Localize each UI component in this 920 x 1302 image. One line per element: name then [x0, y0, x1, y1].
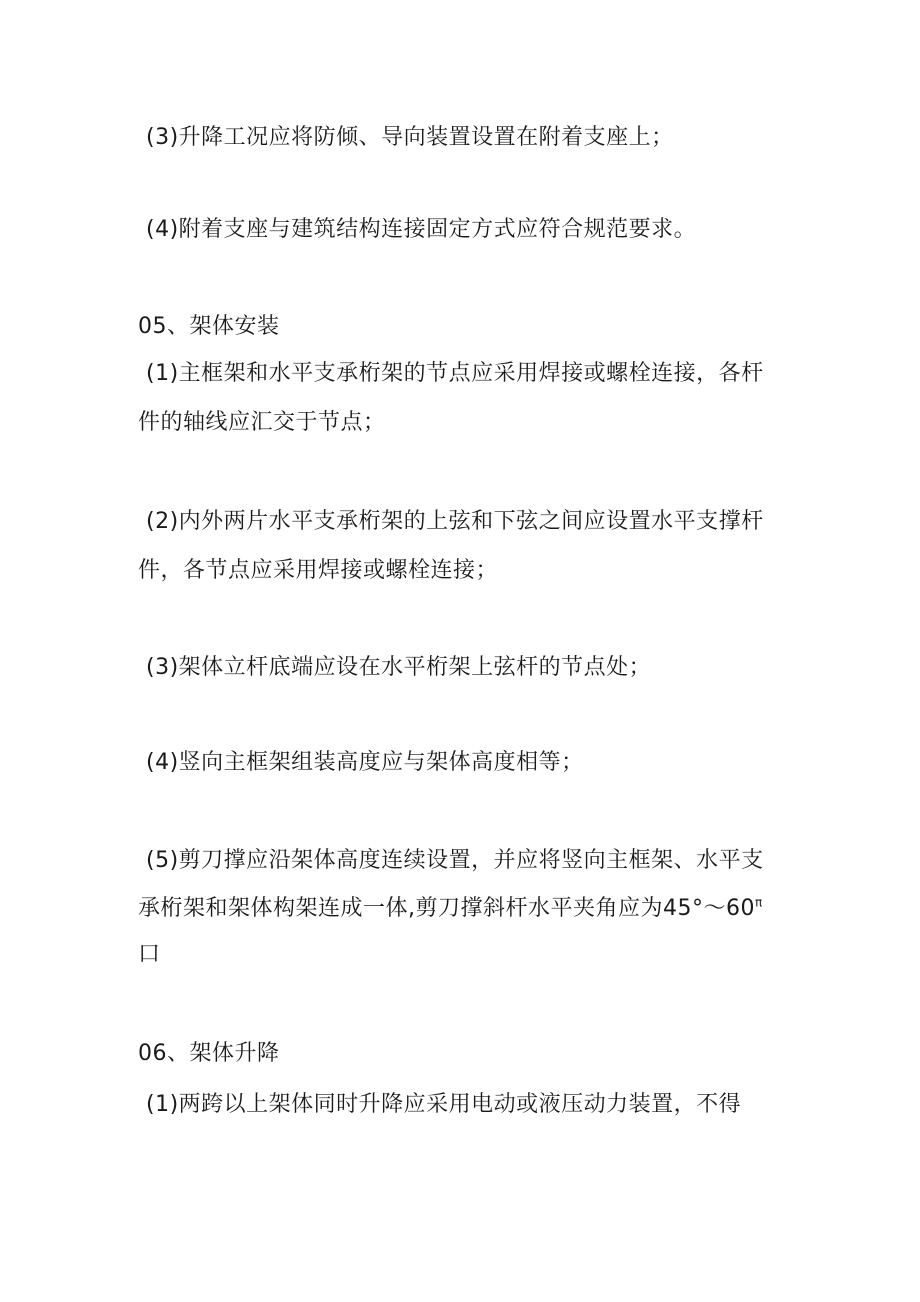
item-04-4: (4)附着支座与建筑结构连接固定方式应符合规范要求。	[146, 217, 697, 242]
item-05-3: (3)架体立杆底端应设在水平桁架上弦杆的节点处；	[146, 655, 652, 680]
item-05-5-line2	[138, 894, 798, 924]
item-05-2-line1: (2)内外两片水平支承桁架的上弦和下弦之间应设置水平支撑杆	[146, 509, 764, 534]
item-05-5-line3: 口	[138, 942, 161, 967]
item-05-2-line2: 件，各节点应采用焊接或螺栓连接；	[138, 558, 499, 583]
item-04-3: (3)升降工况应将防倾、导向装置设置在附着支座上；	[146, 125, 674, 150]
section-06-heading: 06、架体升降	[138, 1041, 280, 1066]
item-05-1-line2: 件的轴线应汇交于节点；	[138, 410, 386, 435]
item-05-5-line1: (5)剪刀撑应沿架体高度连续设置，并应将竖向主框架、水平支	[146, 848, 764, 873]
item-05-4: (4)竖向主框架组装高度应与架体高度相等；	[146, 750, 584, 775]
item-05-1-line1: (1)主框架和水平支承桁架的节点应采用焊接或螺栓连接，各杆	[146, 361, 764, 386]
item-06-1-line1: (1)两跨以上架体同时升降应采用电动或液压动力装置，不得	[146, 1092, 742, 1117]
item-05-5-line2-superscript: π	[754, 895, 763, 910]
item-05-5-line2-text: 承桁架和架体构架连成一体,剪刀撑斜杆水平夹角应为45°～60	[138, 896, 755, 921]
section-05-heading: 05、架体安装	[138, 314, 280, 339]
